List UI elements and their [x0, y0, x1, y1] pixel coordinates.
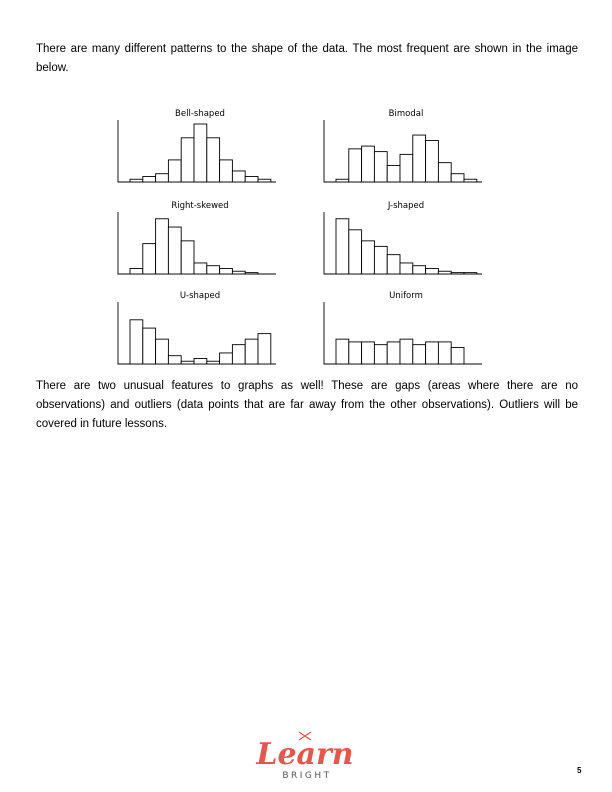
logo-subtitle: BRIGHT [282, 771, 332, 781]
histogram-bar [245, 176, 258, 182]
histogram-bar [143, 244, 156, 274]
histogram-bar [426, 141, 439, 182]
histogram-bar [156, 219, 169, 274]
histogram-title: Bell-shaped [175, 109, 225, 119]
histogram-bar [426, 268, 439, 274]
histogram-title: Bimodal [388, 109, 424, 119]
histogram-bar [349, 342, 362, 364]
histogram-bar [220, 160, 233, 182]
histogram-bar [438, 271, 451, 274]
histogram-bar [258, 179, 271, 182]
distribution-shapes-figure [110, 100, 510, 370]
histogram-bar [400, 154, 413, 182]
intro-paragraph: There are many different patterns to the shape of the data. The most frequent are shown in the image below. [36, 43, 578, 74]
histogram-bar [438, 342, 451, 364]
learn-bright-logo [252, 730, 358, 786]
histogram-bar [168, 227, 181, 274]
histogram-bar [413, 345, 426, 364]
histogram-bar [451, 174, 464, 182]
histogram-panel-2 [324, 109, 482, 182]
histogram-bar [194, 263, 207, 274]
histogram-title: U-shaped [179, 291, 221, 301]
histogram-bar [387, 165, 400, 182]
histogram-bar [349, 149, 362, 182]
histogram-bar [362, 241, 375, 274]
histogram-bar [362, 342, 375, 364]
histogram-bar [181, 361, 194, 364]
histogram-bar [362, 146, 375, 182]
histogram-bar [130, 268, 143, 274]
histogram-bar [156, 174, 169, 182]
histogram-bar [374, 152, 387, 182]
histogram-bar [387, 255, 400, 274]
histogram-bar [130, 320, 143, 364]
histogram-bar [400, 339, 413, 364]
histogram-bar [464, 273, 477, 274]
histogram-bar [232, 345, 245, 364]
features-paragraph: There are two unusual features to graphs as well! These are gaps (areas where there are no observations) and outliers (data points that are far away from the other observations). Outliers will be covered in future lessons. [36, 380, 578, 430]
histogram-panel-4 [324, 201, 482, 274]
histogram-bar [258, 334, 271, 364]
histogram-panel-1 [118, 109, 276, 182]
logo-graphic [252, 730, 358, 786]
histogram-panel-5 [118, 291, 276, 364]
histogram-bar [245, 339, 258, 364]
histogram-panel-6 [324, 291, 482, 364]
histogram-bar [374, 246, 387, 274]
histogram-bar [336, 339, 349, 364]
histogram-bar [336, 179, 349, 182]
histogram-bar [438, 163, 451, 182]
histogram-bar [168, 356, 181, 364]
histogram-bar [143, 176, 156, 182]
histogram-bar [194, 124, 207, 182]
histogram-bar [220, 353, 233, 364]
histogram-bar [232, 271, 245, 274]
histogram-bar [400, 263, 413, 274]
histogram-bar [143, 328, 156, 364]
histogram-bar [207, 138, 220, 182]
histogram-bar [451, 347, 464, 364]
histogram-bar [464, 179, 477, 182]
histogram-bar [413, 135, 426, 182]
histogram-bar [220, 268, 233, 274]
histogram-bar [194, 358, 207, 364]
histogram-bar [130, 179, 143, 182]
histogram-bar [232, 171, 245, 182]
histogram-grid [110, 100, 510, 370]
page-number: 5 [577, 766, 582, 775]
histogram-title: Right-skewed [171, 201, 229, 211]
histogram-bar [168, 160, 181, 182]
histogram-bar [156, 339, 169, 364]
histogram-bar [207, 266, 220, 274]
histogram-bar [426, 342, 439, 364]
histogram-bar [181, 138, 194, 182]
histogram-bar [245, 273, 258, 274]
histogram-title: J-shaped [387, 201, 425, 211]
histogram-bar [349, 230, 362, 274]
histogram-title: Uniform [389, 291, 423, 301]
histogram-bar [451, 273, 464, 274]
logo-word: Learn [256, 737, 354, 772]
histogram-bar [374, 345, 387, 364]
histogram-bar [181, 241, 194, 274]
histogram-bar [387, 342, 400, 364]
histogram-panel-3 [118, 201, 276, 274]
histogram-bar [413, 266, 426, 274]
histogram-bar [336, 219, 349, 274]
histogram-bar [207, 361, 220, 364]
